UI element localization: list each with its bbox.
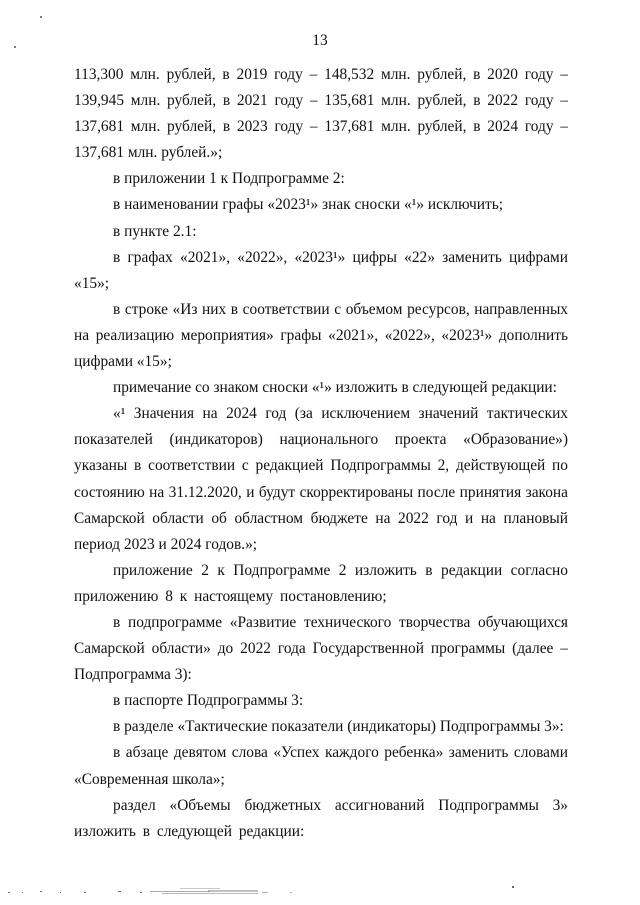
paragraph-item-2-1: в пункте 2.1:: [113, 222, 197, 240]
paragraph-column-2023-footnote: в наименовании графы «2023¹» знак сноски «¹» исключить;: [113, 196, 504, 214]
paragraph-annex2-subprogram2: приложение 2 к Подпрограмме 2 изложить в редакции согласно приложению 8 к настоящему постановлению;: [74, 561, 568, 605]
paragraph-row-resources: в строке «Из них в соответствии с объемом ресурсов, направленных на реализацию мероприятия» графы «2021», «2022», «2023¹» дополнить цифрами «15»;: [74, 300, 568, 371]
paragraph-subprogram3-intro: в подпрограмме «Развитие технического творчества обучающихся Самарской области» до 2022 года Государственной программы (далее – Подпрограмма 3):: [74, 613, 568, 684]
scan-speck: [40, 16, 42, 18]
paragraph-annex1-subprogram2: в приложении 1 к Подпрограмме 2:: [113, 170, 345, 188]
paragraph-ninth-clause: в абзаце девятом слова «Успех каждого ребенка» заменить словами «Современная школа»;: [74, 744, 568, 788]
paragraph-section-budget-allocations: раздел «Объемы бюджетных ассигнований Подпрограммы 3» изложить в следующей редакции:: [74, 796, 568, 840]
scan-noise-strip: [0, 880, 640, 900]
paragraph-columns-replace-22: в графах «2021», «2022», «2023¹» цифры «22» заменить цифрами «15»;: [74, 248, 568, 292]
document-body: [74, 62, 568, 845]
paragraph-passport-subprogram3: в паспорте Подпрограммы 3:: [113, 692, 304, 710]
paragraph-budget-figures-continuation: 113,300 млн. рублей, в 2019 году – 148,532 млн. рублей, в 2020 году – 139,945 млн. рублей, в 2021 году – 135,681 млн. рублей, в 2022 году – 137,681 млн. рублей, в 2023 году – 137,681 млн. рублей, в 2024 году – 137,681 млн. рублей.»;: [74, 66, 568, 162]
paragraph-section-tactical-indicators: в разделе «Тактические показатели (индикаторы) Подпрограммы 3»:: [113, 718, 564, 736]
page-number: 13: [312, 32, 328, 49]
paragraph-footnote-text: «¹ Значения на 2024 год (за исключением значений тактических показателей (индикаторов) национального проекта «Образование») указаны в соответствии с редакцией Подпрограммы 2, действующей по состоянию на 31.12.2020, и будут скорректированы после принятия закона Самарской области об областном бюджете на 2022 год и на плановый период 2023 и 2024 годов.»;: [74, 405, 568, 553]
paragraph-footnote-note: примечание со знаком сноски «¹» изложить в следующей редакции:: [113, 379, 557, 397]
